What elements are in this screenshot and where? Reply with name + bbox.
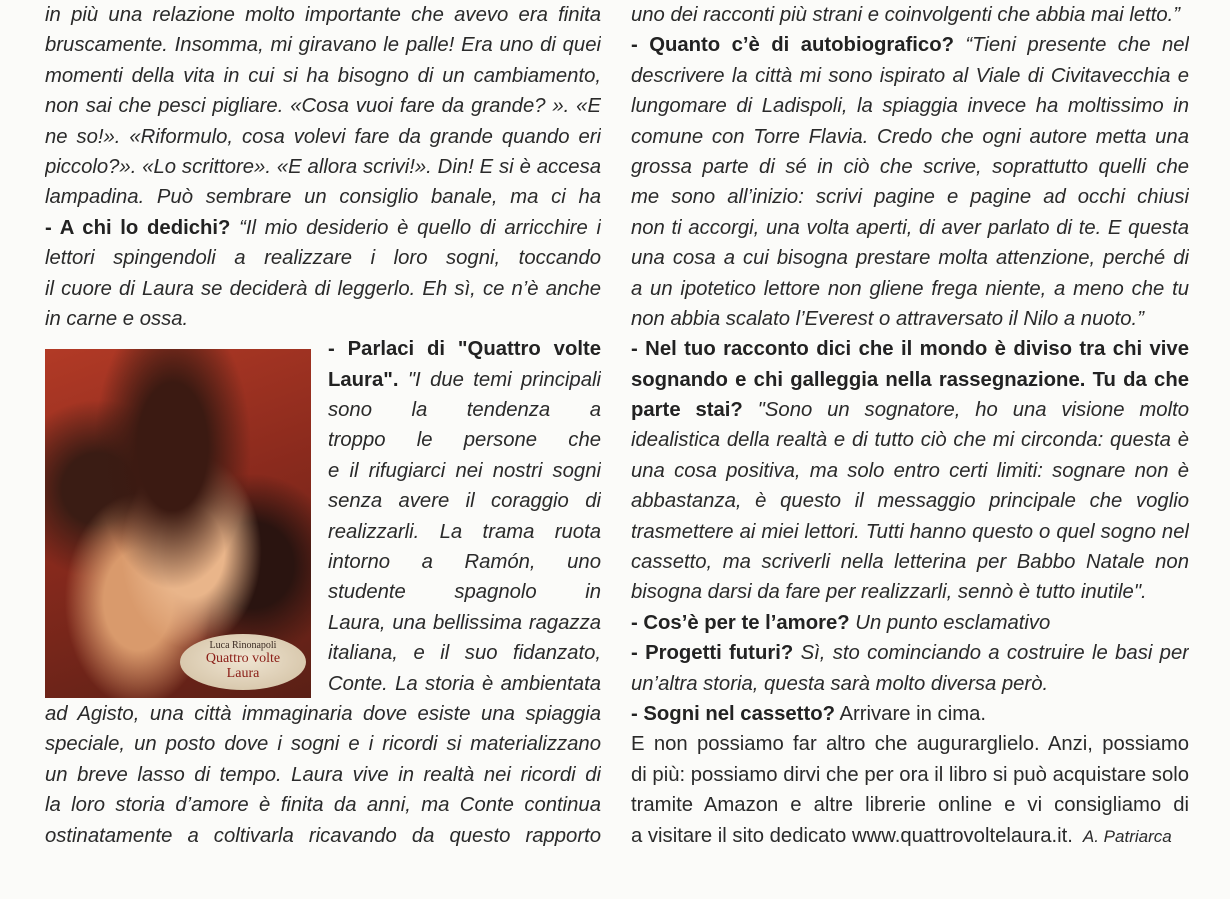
right-column: [631, 0, 1189, 851]
text-line: realizzarli. La trama ruota: [328, 520, 601, 543]
text-line: il cuore di Laura se deciderà di leggerlo. Eh sì, ce n’è anche: [45, 277, 601, 300]
text-line: piccolo?». «Lo scrittore». «E allora scrivi!». Din! E si è accesa: [45, 155, 601, 178]
parlaci-question-line: - Parlaci di "Quattro volte: [328, 338, 601, 361]
amore-line: - Cos’è per te l’amore? Un punto esclamativo: [631, 611, 1051, 634]
auto-line: - Quanto c’è di autobiografico? “Tieni presente che nel: [631, 34, 1189, 57]
text-line: sono la tendenza a: [328, 399, 601, 422]
mondo-line: parte stai? "Sono un sognatore, ho una visione molto: [631, 399, 1189, 422]
dedica-question: - A chi lo dedichi?: [45, 216, 231, 239]
text-line: intorno a Ramón, uno: [328, 551, 601, 574]
text-line: italiana, e il suo fidanzato,: [328, 642, 601, 665]
text-line: Laura, una bellissima ragazza: [328, 611, 601, 634]
text-line: in più una relazione molto importante che avevo era finita: [45, 4, 601, 26]
mondo-question-line: sognando e chi galleggia nella rassegnazione. Tu da che: [631, 368, 1189, 391]
progetti-line: - Progetti futuri? Sì, sto cominciando a costruire le basi per: [631, 642, 1189, 665]
text-line: lampadina. Può sembrare un consiglio banale, ma ci ha: [45, 186, 601, 209]
dedica-line: [45, 213, 601, 243]
text-line: speciale, un posto dove i sogni e i ricordi si materializzano: [45, 733, 601, 756]
text-line: trasmettere ai miei lettori. Tutti hanno questo o quel sogno nel: [631, 520, 1189, 543]
text-line: bruscamente. Insomma, mi giravano le palle! Era uno di quei: [45, 34, 601, 57]
cover-title-badge: [180, 634, 306, 690]
text-line: me sono all’inizio: scrivi pagine e pagine ad occhi chiusi: [631, 186, 1189, 209]
text-line: senza avere il coraggio di: [328, 490, 601, 513]
sogni-line: - Sogni nel cassetto? Arrivare in cima.: [631, 702, 987, 725]
text-line: lungomare di Ladispoli, la spiaggia invece ha moltissimo in: [631, 95, 1189, 118]
text-line: bisogna darsi da fare per realizzarli, sennò è tutto inutile".: [631, 581, 1147, 604]
text-line: studente spagnolo in: [328, 581, 601, 604]
text-line: descrivere la città mi sono ispirato al Viale di Civitavecchia e: [631, 64, 1189, 87]
website-text: a visitare il sito dedicato www.quattrovoltelaura.it.: [631, 824, 1073, 847]
text-line: una cosa a cui bisogna prestare molta attenzione, perché di: [631, 247, 1189, 270]
closing-line: tramite Amazon e altre librerie online e vi consigliamo di: [631, 794, 1189, 817]
cover-author: Luca Rinonapoli: [209, 640, 277, 651]
closing-line: di più: possiamo dirvi che per ora il libro si può acquistare solo: [631, 763, 1189, 786]
text-line: ad Agisto, una città immaginaria dove esiste una spiaggia: [45, 702, 601, 725]
text-line: troppo le persone che: [328, 429, 601, 452]
parlaci-line: Laura". "I due temi principali: [328, 368, 601, 391]
text-line: uno dei racconti più strani e coinvolgenti che abbia mai letto.”: [631, 4, 1181, 26]
cover-title: Laura: [226, 666, 260, 681]
text-line: ne so!». «Riformulo, cosa volevi fare da grande quando eri: [45, 125, 601, 148]
text-line: idealistica della realtà e di tutto ciò che mi circonda: questa è: [631, 429, 1189, 452]
text-line: cassetto, ma scriverli nella letterina per Babbo Natale non: [631, 551, 1189, 574]
text-line: e il rifugiarci nei nostri sogni: [328, 459, 601, 482]
text-line: comune con Torre Flavia. Credo che ogni autore metta una: [631, 125, 1189, 148]
text-line: non ti accorgi, una volta aperti, di aver parlato di te. E questa: [631, 216, 1189, 239]
closing-line: [631, 821, 1189, 851]
text-line: la loro storia d’amore è finita da anni, ma Conte continua: [45, 794, 601, 817]
dedica-answer: “Il mio desiderio è quello di arricchire i: [239, 216, 601, 239]
text-line: non abbia scalato l’Everest o attraversato il Nilo a nuoto.”: [631, 307, 1144, 330]
text-line: abbastanza, è questo il messaggio principale che voglio: [631, 490, 1189, 513]
text-line: un breve lasso di tempo. Laura vive in realtà nei ricordi di: [45, 763, 601, 786]
text-line: un’altra storia, questa sarà molto diversa però.: [631, 672, 1049, 695]
text-line: in carne e ossa.: [45, 307, 189, 330]
text-line: una cosa positiva, ma solo entro certi limiti: sognare non è: [631, 459, 1189, 482]
book-cover-image: [45, 349, 311, 698]
text-line: momenti della vita in cui si ha bisogno di un cambiamento,: [45, 64, 601, 87]
text-line: lettori spingendoli a realizzare i loro sogni, toccando: [45, 247, 601, 270]
mondo-question-line: - Nel tuo racconto dici che il mondo è diviso tra chi vive: [631, 338, 1189, 361]
cover-title: Quattro volte: [205, 651, 281, 666]
text-line: ostinatamente a coltivarla ricavando da questo rapporto: [45, 824, 601, 847]
text-line: Conte. La storia è ambientata: [328, 672, 601, 695]
closing-line: E non possiamo far altro che augurarglielo. Anzi, possiamo: [631, 733, 1189, 756]
text-line: a un ipotetico lettore non gliene frega niente, a meno che tu: [631, 277, 1189, 300]
author-signature: A. Patriarca: [1082, 826, 1172, 846]
text-line: non sai che pesci pigliare. «Cosa vuoi fare da grande? ». «E: [45, 95, 601, 118]
text-line: grossa parte di sé in ciò che scrive, soprattutto quelli che: [631, 155, 1189, 178]
